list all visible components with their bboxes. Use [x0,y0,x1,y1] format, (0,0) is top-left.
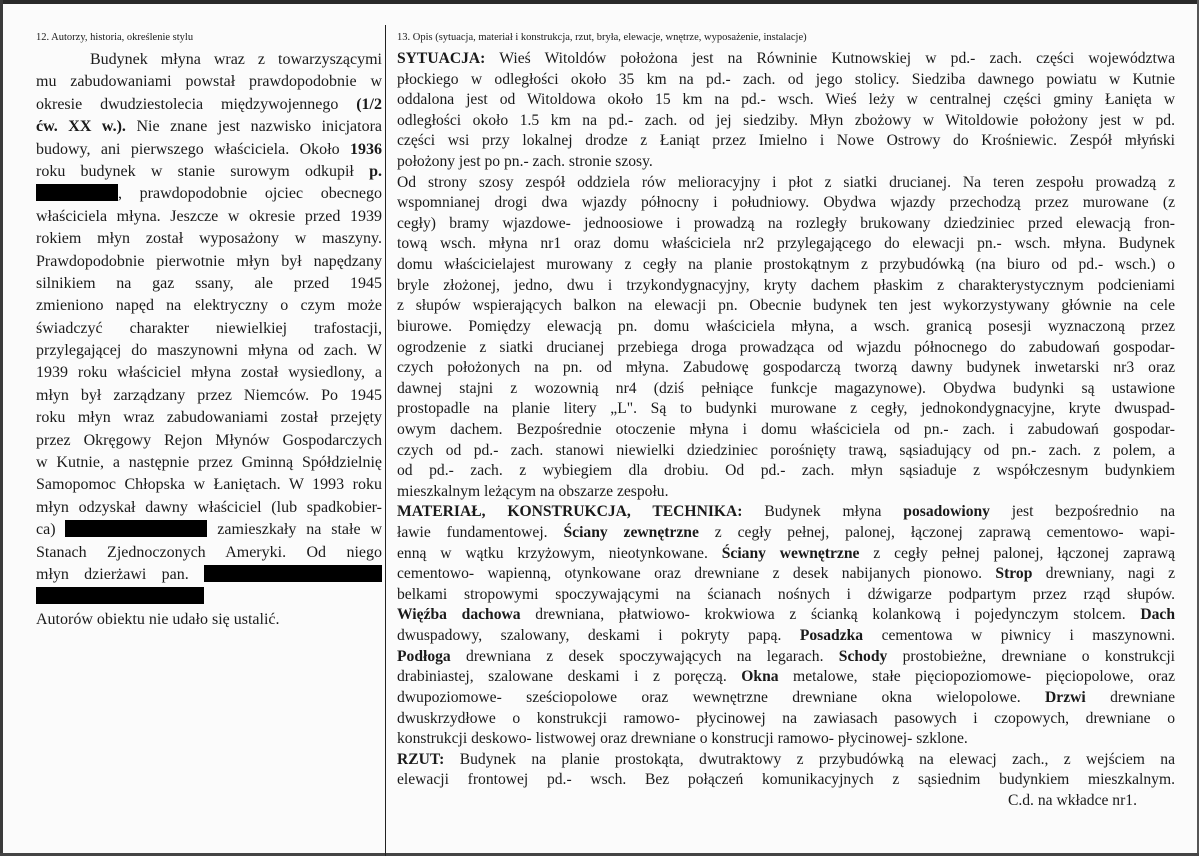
text-run: ca) [36,521,66,539]
description-line [397,111,1175,132]
text-run: owym dachem. Bezpośrednie otoczenie młyna i domu właściciela od pn.- zach. i zabudowań gospodar- [397,420,1175,438]
text-run: dawnej stajni z wozownią nr4 (dziś pełniące funkcje magazynowe). Obydwa budynki są ustawione [397,379,1175,397]
text-run: dwuskrzydłowe o konstrukcji ramowo- płycinowej na zawiasach pasowych i czopowych, drewniane o [397,709,1175,727]
text-run: biurowe. Pomiędzy elewacją pn. domu właściciela młyna, a wsch. granicą posesji wyznaczoną przez [397,317,1175,335]
text-run: 1939 roku właściciel młyna został wysiedlony, a [36,364,382,382]
text-run: Wieś Witoldów położona jest na Równinie Kutnowskiej w pd.- zach. części województwa [485,50,1175,67]
history-line [36,430,382,452]
text-run: domu właścicielajest murowany z cegły na planie prostokątnym z przybudówką (na biuro od pd.- wsch.) o [397,256,1175,274]
text-run: przylegającej do maszynowni młyna od zach. W [36,342,382,360]
history-paragraph [36,49,382,609]
description-line [397,544,1175,565]
description-line [397,255,1175,276]
description-line [397,482,1175,503]
text-run: Nie znane jest nazwisko inicjatora [125,118,383,136]
description-line [397,276,1175,297]
text-run: budowy, ani pierwszego właściciela. Około [36,140,350,158]
text-run: z cegły pełnej, palonej, łączonej zaprawą cementowo- wapi- [698,524,1175,542]
text-run: jest bezpośrednio na [989,503,1175,521]
description-line [397,49,1175,70]
text-run: płockiego w odległości około 35 km na pd.- zach. od jego stolicy. Siedziba dawnego powiatu w Kutnie [397,70,1175,88]
text-run: Od strony szosy zespół oddziela rów melioracyjny i płot z siatki drucianej. Na teren zespołu prowadzą z [397,173,1175,191]
text-run: prostobieżne, drewniane o konstrukcji [887,647,1175,665]
section-12-history [36,31,382,631]
text-run: tową wsch. młyna nr1 oraz domu właściciela nr2 przylegającego do elewacji pn.- wsch. młyna. Budynek [397,235,1175,253]
text-run: silnikiem na gaz ssany, ale przed 1945 [36,274,382,292]
scan-edge-top [0,0,1199,4]
history-line [36,385,382,407]
text-run: zmieniono napęd na elektryczny o czym może [36,297,382,315]
text-run: okresie dwudziestolecia międzywojennego [36,95,357,113]
text-run: cementowo- wapienną, otynkowane oraz drewniane z desek nabijanych pionowo. [397,565,996,583]
section-13-header: 13. Opis (sytuacja, materiał i konstrukcja, rzut, bryła, elewacje, wnętrze, wyposażenie, instalacje) [397,32,807,43]
text-run: właściciela młyna. Jeszcze w okresie przed 1939 [36,207,382,225]
text-run: Samopomoc Chłopska w Łaniętach. W 1993 roku [36,476,382,494]
bold-term: Więźba dachowa [397,606,521,624]
text-run: młyn był zarządzany przez Niemców. Po 1945 [36,386,382,404]
redaction-block [204,565,382,582]
history-line [36,94,382,116]
bold-term: Podłoga [397,647,451,665]
text-run: młyn dzierżawi pan. [36,565,204,583]
description-line [397,379,1175,400]
description-line [397,750,1175,771]
text-run: świadczyć charakter niewielkiej trafostacji, [36,319,382,337]
text-run: położony jest po pn.- zach. stronie szosy. [397,153,653,171]
description-line [397,399,1175,420]
text-run: czych od pd.- zach. stanowi niewielki dziedziniec porośnięty trawą, sąsiadujący od pn.- zach. z polem, a [397,441,1175,459]
description-line [397,358,1175,379]
history-line [36,273,382,295]
text-run: oddalona jest od Witoldowa około 15 km na pd.- wsch. Wieś leży w centralnej części gminy Łanięta w [397,91,1175,109]
description-line [397,152,1175,173]
bold-term: RZUT: [397,750,445,768]
text-run: ławie fundamentowej. [397,524,564,542]
history-line [36,318,382,340]
text-run: przez Okręgowy Rejon Młynów Gospodarczych [36,431,382,449]
history-line [36,183,382,205]
history-line [36,586,382,608]
bold-term: SYTUACJA: [397,50,486,67]
text-run: roku młyn wraz zabudowaniami został przejęty [36,409,382,427]
description-line [397,729,1175,750]
description-line [397,234,1175,255]
history-line [36,362,382,384]
text-run: drewniana, płatwiowo- krokwiowa z ścianką kolankową i pojedynczym stolcem. [520,606,1141,624]
text-run: Budynek młyna wraz z towarzyszącymi [90,51,382,68]
history-line [36,340,382,362]
redaction-block [36,184,118,201]
description-line [397,461,1175,482]
description-line [397,667,1175,688]
history-line [36,251,382,273]
bold-term: MATERIAŁ, KONSTRUKCJA, TECHNIKA: [397,503,743,521]
history-line [36,139,382,161]
bold-term: p. [369,162,382,180]
history-line [36,497,382,519]
description-line [397,647,1175,668]
history-line [36,228,382,250]
bold-term: Ściany wewnętrzne [721,544,860,562]
text-run: od pd.- zach. z wybiegiem dla drobiu. Od pd.- zach. młyn sąsiaduje z współczesnym budynkiem [397,462,1175,480]
text-run: prostopadle na planie litery „L". Są to budynki murowane z cegły, jednokondygnacyjne, kryte dwuspad- [397,400,1175,418]
description-line [397,585,1175,606]
history-line [36,206,382,228]
history-line [36,295,382,317]
history-line [36,474,382,496]
description-line [397,502,1175,523]
bold-term: ćw. XX w.). [36,118,126,136]
bold-term: Schody [838,647,888,665]
text-run: z cegły pełnej palonej, łączonej zaprawą [859,544,1176,562]
text-run: Budynek młyna [742,503,904,521]
description-line [397,173,1175,194]
description-line [397,770,1175,791]
description-line [397,70,1175,91]
bold-term: 1936 [350,140,382,158]
description-line [397,441,1175,462]
text-run: mieszkalnym leżącym na obszarze zespołu. [397,482,669,500]
text-run: w Kutnie, a następnie przez Gminną Spółdzielnię [36,454,382,472]
text-run: zamieszkały na stałe w [207,521,383,539]
bold-term: Ściany zewnętrzne [563,524,699,542]
text-run: metalowe, stałe pięciopoziomowe- pięciopolowe, oraz [778,668,1175,686]
authors-note: Autorów obiektu nie udało się ustalić. [36,610,280,628]
text-run: ogrodzenie z siatki drucianej przebiega droga prowadząca od wjazdu północnego do zabudowań gospodar- [397,338,1175,356]
text-run: drewniana z desek spoczywających na legarach. [450,647,839,665]
text-run: z słupów wspierających balkon na elewacji pn. Obecnie budynek ten jest wykorzystywany głównie na cele [397,297,1175,315]
text-run: enną w wątku krzyżowym, nieotynkowane. [397,544,722,562]
bold-term: Okna [741,668,779,686]
bold-term: Drzwi [1045,688,1086,706]
history-line [36,564,382,586]
scan-edge-left [0,0,3,856]
bold-term: Posadzka [799,627,864,645]
description-line [397,338,1175,359]
history-line [36,519,382,541]
text-run: cegły) bramy wjazdowe- jednoosiowe i prowadzą na rozległy brukowany dziedziniec przed elewacją fron- [397,214,1175,232]
history-line [36,49,382,71]
text-run: młyn odzyskał dawny właściciel (lub spadkobier- [36,498,382,516]
description-line [397,296,1175,317]
redaction-block [65,520,207,537]
description-line [397,523,1175,544]
history-line [36,542,382,564]
text-run: bryle złożonej, jedno, dwu i trzykondygnacyjny, kryty dachem płaskim z charakterystycznym podcieniami [397,276,1175,294]
description-line [397,131,1175,152]
text-run: dwupoziomowe- sześciopolowe oraz wewnętrzne drewniane okna wielopolowe. [397,688,1046,706]
text-run: cementowa w piwnicy i maszynowni. [863,627,1176,645]
text-run: Budynek na planie prostokąta, dwutraktowy z przybudówką na elewacj zach., z wejściem na [444,750,1175,768]
history-line [36,71,382,93]
text-run: drewniane [1085,688,1176,706]
text-run: Stanach Zjednoczonych Ameryki. Od niego [36,543,382,561]
description-line [397,420,1175,441]
text-run: mu zabudowaniami powstał prawdopodobnie w [36,73,382,91]
text-run: rokiem młyn został wyposażony w maszyny. [36,230,382,248]
description-line [397,193,1175,214]
bold-term: Dach [1140,606,1175,624]
section-13-description [397,31,1175,812]
history-line [36,407,382,429]
text-run: drewniany, nagi z [1032,565,1176,583]
text-run: drabiniastej, szalowane deskami i z poręczą. [397,668,742,686]
text-run: czych położonych na pn. od młyna. Zabudowę gospodarczą tworzą dawny budynek inwetarski nr3 oraz [397,359,1175,377]
section-12-header: 12. Autorzy, historia, określenie stylu [36,32,194,43]
description-line [397,626,1175,647]
description-line [397,214,1175,235]
continuation-note: C.d. na wkładce nr1. [1007,791,1137,809]
text-run: dwuspadowy, szalowany, deskami i pokryty papą. [397,627,800,645]
text-run: elewacji frontowej pd.- wsch. Bez połączeń komunikacyjnych z sąsiednim budynkiem mieszkalnym. [397,771,1175,789]
description-line [397,564,1175,585]
text-run: konstrukcji deskowo- listwowej oraz drewniane o konstrucji ramowo- płycinowej- szklone. [397,730,968,748]
text-run: części wsi przy lokalnej drodze z Łaniąt przez Imielno i Nowe Ostrowy do Krośniewic. Zespół młyński [397,132,1175,150]
text-run: wspomnianej drogi dwa wjazdy północny i południowy. Obydwa wjazdy przechodzą przez murowane (z [397,194,1175,212]
description-paragraph [397,49,1175,791]
text-run: , prawdopodobnie ojciec obecnego [118,185,382,203]
redaction-block [36,587,204,604]
text-run: belkami stropowymi spoczywającymi na ścianach nośnych i dźwigarze podpartym przez rząd słupów. [397,585,1175,603]
history-line [36,452,382,474]
text-run: roku budynek w stanie surowym odkupił [36,162,370,180]
description-line [397,605,1175,626]
description-line [397,709,1175,730]
column-divider [385,25,386,856]
history-line [36,161,382,183]
description-line [397,90,1175,111]
description-line [397,688,1175,709]
bold-term: posadowiony [903,503,990,521]
description-line [397,317,1175,338]
text-run: Prawdopodobnie pierwotnie młyn był napędzany [36,252,382,270]
bold-term: Strop [995,565,1033,583]
bold-term: (1/2 [356,95,382,113]
history-line [36,116,382,138]
text-run: odległości około 1.5 km na pd.- zach. od jej siedziby. Młyn zbożowy w Witoldowie położony jest w pd. [397,111,1175,129]
